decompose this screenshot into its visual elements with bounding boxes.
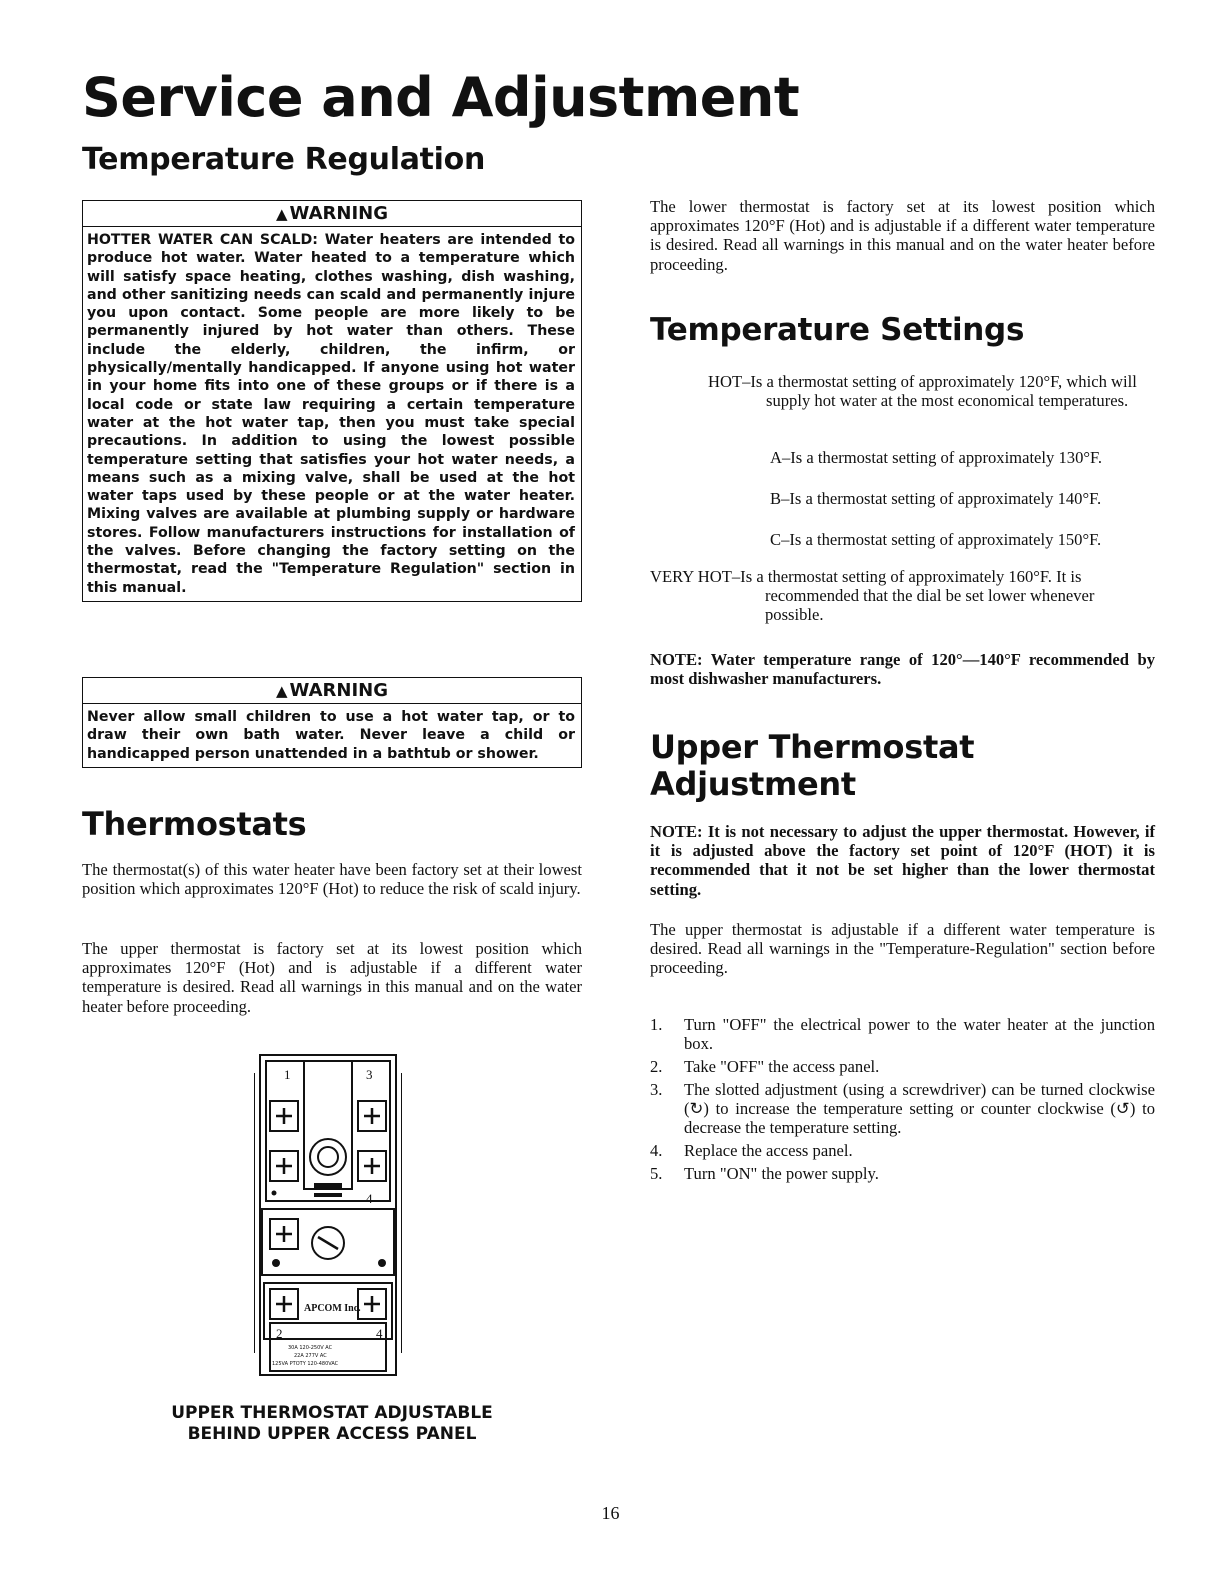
page-number: 16 xyxy=(601,1503,620,1523)
step-item: 3. The slotted adjustment (using a screwdriver) can be turned clockwise (↻) to increase the temperature setting or counter clockwise (↺) to decrease the temperature setting. xyxy=(650,1080,1155,1137)
children-warning-text: Never allow small children to use a hot water tap, or to draw their own bath water. Never leave a child or handicapped person unattended in a bathtub or shower. xyxy=(87,709,575,762)
thermostats-heading: Thermostats xyxy=(82,805,307,843)
terminal-1-label: 1 xyxy=(284,1067,291,1082)
terminal-3-label: 3 xyxy=(366,1067,373,1082)
rating-label-3: 125VA PTOTY 120-480VAC xyxy=(272,1361,339,1367)
step-item: 5. Turn "ON" the power supply. xyxy=(650,1164,879,1183)
thermostats-para-1: The thermostat(s) of this water heater have been factory set at their lowest position which approximates 120°F (Hot) to reduce the risk of scald injury. xyxy=(82,860,582,899)
children-warning-box xyxy=(82,677,582,768)
dishwasher-note: NOTE: Water temperature range of 120°—140°F recommended by most dishwasher manufacturers. xyxy=(650,650,1155,689)
setting-b: B–Is a thermostat setting of approximately 140°F. xyxy=(770,489,1102,508)
rating-label: 30A 120-250V AC xyxy=(288,1345,333,1351)
thermostat-drawing xyxy=(254,1053,402,1383)
warning-triangle-icon: ▲ xyxy=(276,682,288,700)
temperature-settings-heading: Temperature Settings xyxy=(650,312,1025,348)
setting-hot-text: HOT–Is a thermostat setting of approximately 120°F, which will supply hot water at the most economical temperatures. xyxy=(708,372,1137,410)
terminal-4-label: 4 xyxy=(366,1191,373,1206)
upper-thermostat-heading-line-1: Upper Thermostat xyxy=(650,728,975,766)
warning-label: WARNING xyxy=(289,680,388,701)
upper-thermostat-note: NOTE: It is not necessary to adjust the upper thermostat. However, if it is adjusted above the factory set point of 120°F (HOT) it is recommended that it not be set higher than the lower thermostat setting. xyxy=(650,822,1155,899)
warning-triangle-icon: ▲ xyxy=(276,205,288,223)
caption-line-1: UPPER THERMOSTAT ADJUSTABLE xyxy=(171,1403,493,1423)
page-title: Service and Adjustment xyxy=(82,66,800,129)
terminal-4-lower-label: 4 xyxy=(376,1326,383,1341)
warning-header xyxy=(83,201,581,227)
upper-thermostat-para: The upper thermostat is adjustable if a different water temperature is desired. Read all warnings in the "Temperature-Regulation" section before proceeding. xyxy=(650,920,1155,978)
temperature-regulation-heading: Temperature Regulation xyxy=(82,142,486,177)
scald-warning-text: HOTTER WATER CAN SCALD: Water heaters are intended to produce hot water. Water heated to a temperature which will satisfy space heating, clothes washing, dish washing, and other sanitizing needs can scald and permanently injure you upon contact. Some people are more likely to be permanently injured by hot water than others. These include the elderly, children, the infirm, or physically/mentally handicapped. If anyone using hot water in your home fits into one of these groups or if there is a local code or state law requiring a certain temperature water at the hot water tap, then you must take special precautions. In addition to using the lowest possible temperature setting that satisfies your hot water needs, a means such as a mixing valve, shall be used at the hot water taps used by these people or at the water heater. Mixing valves are available at plumbing supply or hardware stores. Follow manufacturers instructions for installation of the valves. Before changing the factory setting on the thermostat, read the "Temperature Regulation" section in this manual. xyxy=(87,232,575,596)
brand-label: APCOM Inc. xyxy=(304,1303,361,1314)
caption-line-2: BEHIND UPPER ACCESS PANEL xyxy=(187,1424,477,1444)
step-item: 2. Take "OFF" the access panel. xyxy=(650,1057,880,1076)
adjustment-steps xyxy=(650,1015,1155,1187)
scald-warning-box xyxy=(82,200,582,602)
thermostat-diagram xyxy=(254,1053,402,1383)
rating-label-2: 22A 277V AC xyxy=(294,1353,327,1359)
upper-thermostat-heading-line-2: Adjustment xyxy=(650,764,856,803)
lower-thermostat-para: The lower thermostat is factory set at its lowest position which approximates 120°F (Hot) and is adjustable if a different water temperature is desired. Read all warnings in this manual and on the water heater before proceeding. xyxy=(650,197,1155,274)
step-item: 4. Replace the access panel. xyxy=(650,1141,853,1160)
step-item: 1. Turn "OFF" the electrical power to the water heater at the junction box. xyxy=(650,1015,1155,1053)
warning-label: WARNING xyxy=(289,203,388,224)
terminal-2-label: 2 xyxy=(276,1326,283,1341)
diagram-caption xyxy=(82,1403,582,1445)
warning-header xyxy=(83,678,581,704)
setting-c: C–Is a thermostat setting of approximately 150°F. xyxy=(770,530,1102,549)
thermostats-para-2: The upper thermostat is factory set at its lowest position which approximates 120°F (Hot) and is adjustable if a different water temperature is desired. Read all warnings in this manual and on the water heater before proceeding. xyxy=(82,939,582,1016)
setting-a: A–Is a thermostat setting of approximately 130°F. xyxy=(770,448,1103,467)
upper-thermostat-heading xyxy=(650,729,974,803)
setting-hot xyxy=(708,372,1155,410)
setting-very-hot xyxy=(650,567,1155,624)
setting-very-hot-text: VERY HOT–Is a thermostat setting of approximately 160°F. It is recommended that the dial be set lower whenever possible. xyxy=(650,567,1095,624)
